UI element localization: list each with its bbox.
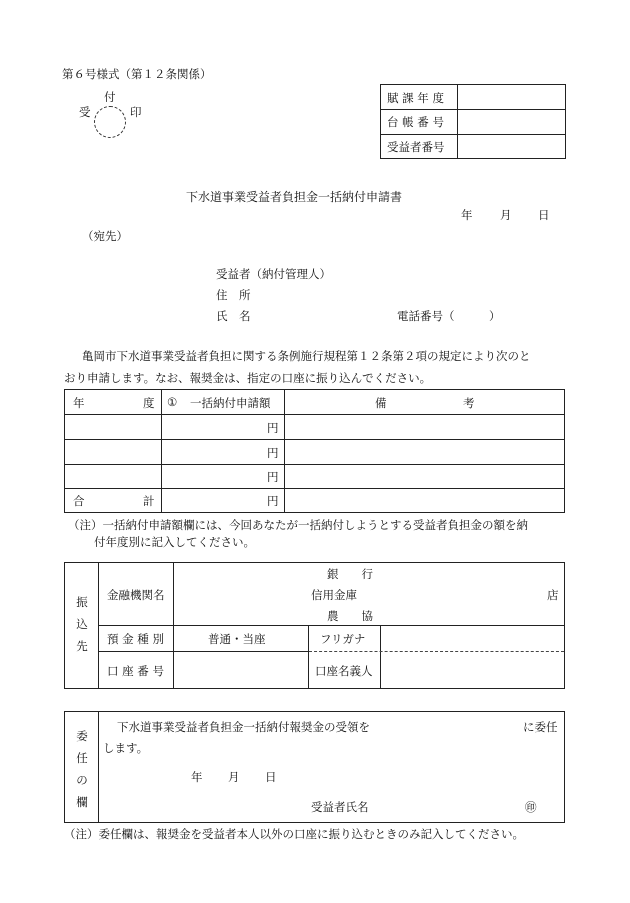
name-label: 氏 名 (216, 309, 251, 323)
delegation-line2: します。 (103, 741, 149, 755)
account-number-field[interactable] (174, 652, 308, 688)
furigana-field[interactable] (381, 626, 564, 651)
note-amount-line1: （注）一括納付申請額欄には、今回あなたが一括納付しようとする受益者負担金の額を納 (68, 518, 528, 532)
remarks-field[interactable] (285, 440, 564, 464)
phone-label: 電話番号（ ） (397, 309, 501, 323)
total-amount-field[interactable] (162, 489, 284, 512)
amount-field[interactable] (162, 440, 284, 464)
delegation-line1-tail: に委任 (523, 720, 558, 734)
body-text-line2: おり申請します。なお、報奨金は、指定の口座に振り込んでください。 (64, 371, 432, 385)
delegation-year-label: 年 (191, 770, 203, 784)
date-month-label: 月 (500, 208, 512, 222)
stamp-label-right: 印 (130, 105, 142, 119)
date-day-label: 日 (538, 208, 550, 222)
header-year-b: 度 (143, 396, 155, 410)
form-number: 第６号様式（第１２条関係） (62, 67, 212, 81)
total-label-b: 計 (143, 494, 155, 508)
bank-side-label: 振込先 (76, 595, 88, 653)
institution-label: 金融機関名 (107, 588, 165, 602)
total-remarks-field[interactable] (285, 489, 564, 512)
header-circle-number: ① (167, 395, 178, 409)
admin-row-label: 受益者番号 (387, 140, 445, 154)
delegation-side-label: 委任の欄 (76, 729, 88, 809)
header-year-a: 年 (73, 396, 85, 410)
address-label: 住 所 (216, 288, 251, 302)
page-title: 下水道事業受益者負担金一括納付申請書 (186, 190, 403, 204)
header-amount: 一括納付申請額 (190, 396, 271, 410)
deposit-type-value[interactable]: 普通・当座 (208, 632, 266, 646)
yen-unit: 円 (267, 421, 279, 435)
bank-transfer-table (64, 562, 565, 689)
delegation-day-label: 日 (265, 770, 277, 784)
institution-field[interactable] (174, 563, 564, 625)
year-field[interactable] (65, 440, 161, 464)
yen-unit: 円 (267, 446, 279, 460)
stamp-label-left: 受 (79, 105, 91, 119)
date-year-label: 年 (461, 208, 473, 222)
account-holder-label: 口座名義人 (315, 664, 373, 678)
account-number-label: 口 座 番 号 (107, 664, 164, 678)
yen-unit: 円 (267, 470, 279, 484)
admin-row-label: 台 帳 番 号 (387, 115, 444, 129)
amount-field[interactable] (162, 415, 284, 439)
agri-coop-option: 農 協 (327, 609, 373, 623)
header-remarks-b: 考 (463, 396, 475, 410)
delegation-table (64, 711, 565, 823)
year-field[interactable] (65, 415, 161, 439)
ledger-number-field[interactable] (458, 110, 565, 134)
bank-option: 銀 行 (327, 567, 373, 581)
account-holder-field[interactable] (381, 652, 564, 688)
body-text-line1: 亀岡市下水道事業受益者負担に関する条例施行規程第１２条第２項の規定により次のと (82, 349, 531, 363)
amount-field[interactable] (162, 465, 284, 488)
branch-label: 店 (547, 588, 559, 602)
receipt-stamp-circle (94, 106, 126, 138)
applicant-heading: 受益者（納付管理人） (216, 267, 331, 281)
note-amount-line2: 付年度別に記入してください。 (94, 535, 255, 549)
header-remarks-a: 備 (375, 396, 387, 410)
deposit-type-label: 預 金 種 別 (107, 632, 164, 646)
remarks-field[interactable] (285, 415, 564, 439)
admin-table (380, 84, 566, 159)
delegate-name-field[interactable] (393, 715, 521, 735)
delegation-month-label: 月 (228, 770, 240, 784)
beneficiary-number-field[interactable] (458, 135, 565, 158)
seal-mark: ㊞ (525, 800, 537, 814)
note-delegation: （注）委任欄は、報奨金を受益者本人以外の口座に振り込むときのみ記入してください。 (64, 827, 524, 841)
delegation-line1: 下水道事業受益者負担金一括納付報奨金の受領を (117, 720, 370, 734)
remarks-field[interactable] (285, 465, 564, 488)
year-field[interactable] (65, 465, 161, 488)
amount-table (64, 389, 565, 513)
admin-row-label: 賦 課 年 度 (387, 91, 444, 105)
fiscal-year-field[interactable] (458, 85, 565, 109)
signer-name-field[interactable] (385, 796, 513, 816)
total-label-a: 合 (73, 494, 85, 508)
yen-unit: 円 (267, 494, 279, 508)
signer-label: 受益者氏名 (311, 800, 369, 814)
stamp-label-top: 付 (104, 90, 116, 104)
furigana-label: フリガナ (320, 632, 366, 646)
credit-union-option: 信用金庫 (311, 588, 357, 602)
addressee: （宛先） (82, 229, 128, 243)
